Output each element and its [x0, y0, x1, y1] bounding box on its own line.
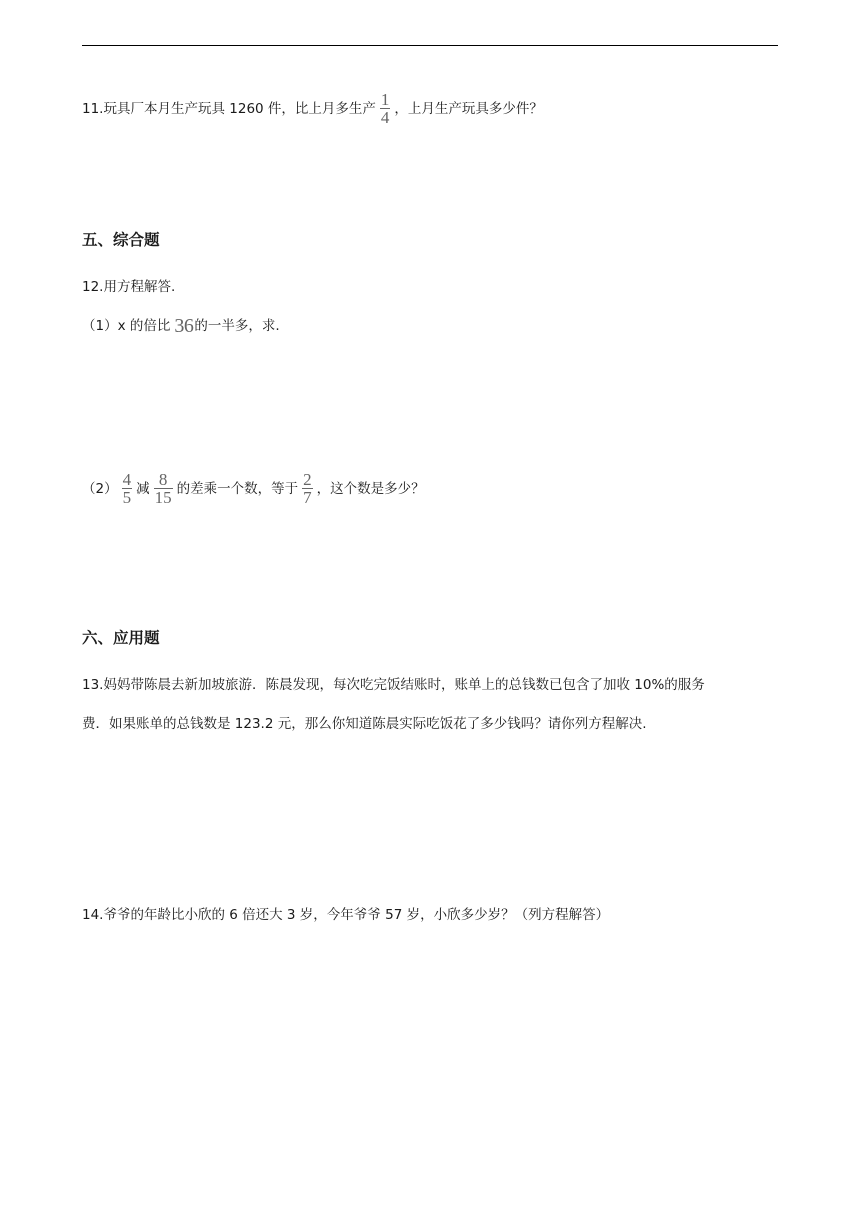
fraction-numerator: 4: [122, 470, 132, 489]
value-36: 36: [174, 315, 194, 337]
question-12-intro: 12.用方程解答.: [82, 279, 176, 295]
question-12-part-2-mid-1: 减: [136, 480, 150, 497]
question-12-part-2: [82, 472, 425, 505]
fraction-four-fifths: [122, 472, 133, 505]
question-12-part-1-after: 的一半多，求.: [194, 318, 280, 334]
question-13-line-2: 费．如果账单的总钱数是 123.2 元，那么你知道陈晨实际吃饭花了多少钱吗？请你列方程解决.: [82, 716, 647, 732]
question-12-part-1-before: （1）x 的倍比: [82, 318, 171, 334]
question-12-part-2-mid-2: 的差乘一个数，等于: [176, 480, 299, 497]
question-12-part-2-after: ，这个数是多少？: [316, 480, 425, 497]
fraction-one-quarter: [380, 92, 391, 125]
fraction-eight-fifteenths: [154, 472, 173, 505]
header-rule: [82, 45, 778, 46]
fraction-two-sevenths: [302, 472, 313, 505]
question-11-text-before: 11.玩具厂本月生产玩具 1260 件，比上月多生产: [82, 100, 376, 117]
question-13-line-1: 13.妈妈带陈晨去新加坡旅游．陈晨发现，每次吃完饭结账时，账单上的总钱数已包含了加收 10%的服务: [82, 677, 705, 693]
fraction-numerator: 8: [158, 470, 168, 489]
fraction-denominator: 5: [122, 488, 132, 507]
fraction-denominator: 4: [380, 108, 390, 127]
fraction-numerator: 2: [303, 470, 312, 489]
fraction-denominator: 15: [154, 488, 172, 507]
section-title-application: 六、应用题: [82, 629, 160, 647]
question-11: [82, 92, 543, 125]
fraction-denominator: 7: [303, 488, 312, 507]
question-14: 14.爷爷的年龄比小欣的 6 倍还大 3 岁，今年爷爷 57 岁，小欣多少岁？（列方程解答）: [82, 907, 610, 923]
question-12-part-2-before: （2）: [82, 480, 118, 497]
question-12-part-1: [82, 316, 280, 336]
fraction-numerator: 1: [380, 90, 390, 109]
section-title-comprehensive: 五、综合题: [82, 231, 160, 249]
question-11-text-after: ，上月生产玩具多少件？: [394, 100, 543, 117]
